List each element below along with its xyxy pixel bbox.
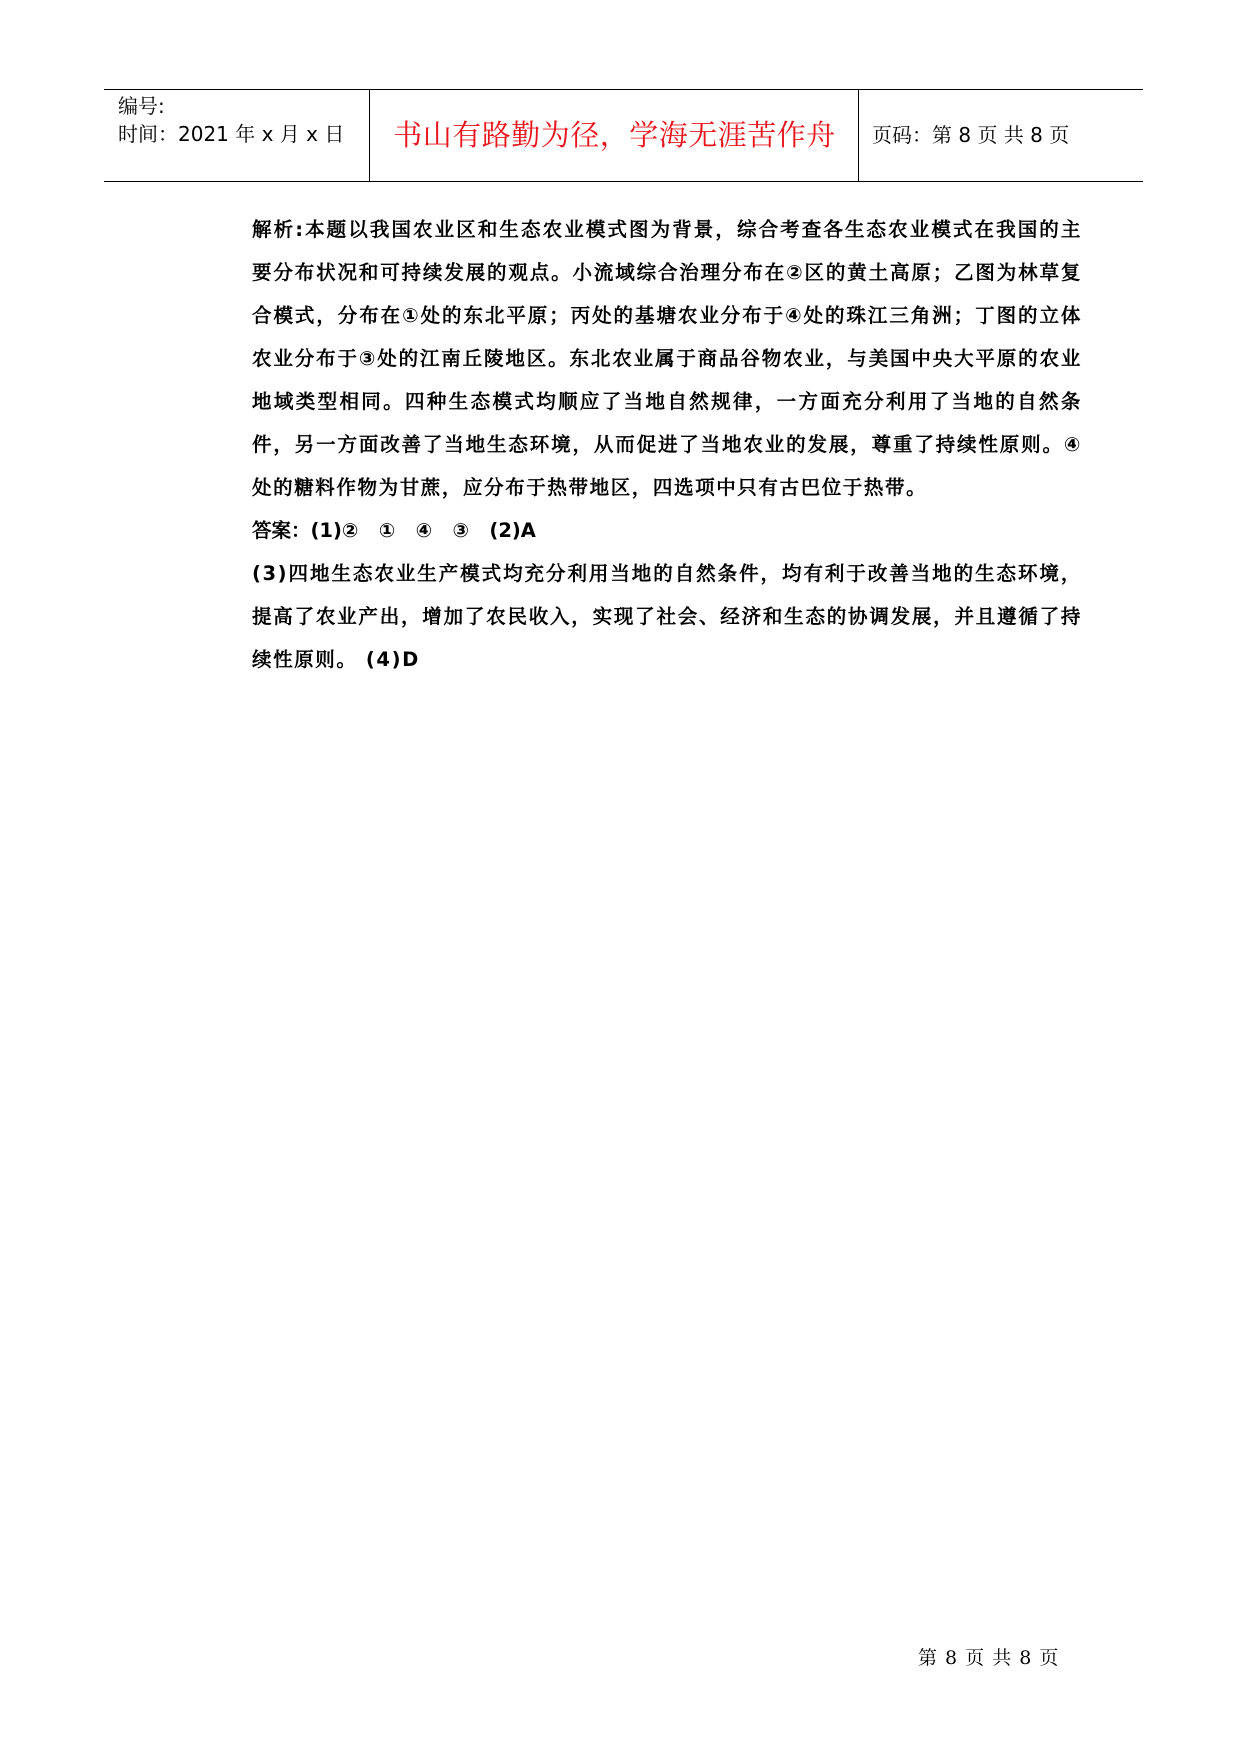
header-divider-right [858,90,859,181]
answer-line [252,509,1082,552]
page-footer: 第 8 页 共 8 页 [918,1647,1060,1669]
number-label: 编号: [118,94,165,118]
document-body [252,208,1082,681]
analysis-label: 解析: [252,218,305,241]
page-header [104,89,1143,182]
header-divider-left [369,90,370,181]
answer-paragraph: (3)四地生态农业生产模式均充分利用当地的自然条件，均有利于改善当地的生态环境，提高了农业产出，增加了农民收入，实现了社会、经济和生态的协调发展，并且遵循了持续性原则。 (4)D [252,562,1082,671]
analysis-paragraph [252,208,1082,509]
header-page-label: 页码：第 8 页 共 8 页 [872,123,1070,147]
header-left-block [118,92,368,148]
answer-label: 答案： [252,519,311,542]
answer-part-1: (1)② ① ④ ③ (2)A [310,519,536,542]
time-label: 时间：2021 年 x 月 x 日 [118,122,345,146]
analysis-text: 本题以我国农业区和生态农业模式图为背景，综合考查各生态农业模式在我国的主要分布状况和可持续发展的观点。小流域综合治理分布在②区的黄土高原；乙图为林草复合模式，分布在①处的东北平原；丙处的基塘农业分布于④处的珠江三角洲；丁图的立体农业分布于③处的江南丘陵地区。东北农业属于商品谷物农业，与美国中央大平原的农业地域类型相同。四种生态模式均顺应了当地自然规律，一方面充分利用了当地的自然条件，另一方面改善了当地生态环境，从而促进了当地农业的发展，尊重了持续性原则。④处的糖料作物为甘蔗，应分布于热带地区，四选项中只有古巴位于热带。 [252,218,1082,499]
header-motto: 书山有路勤为径，学海无涯苦作舟 [393,118,836,152]
